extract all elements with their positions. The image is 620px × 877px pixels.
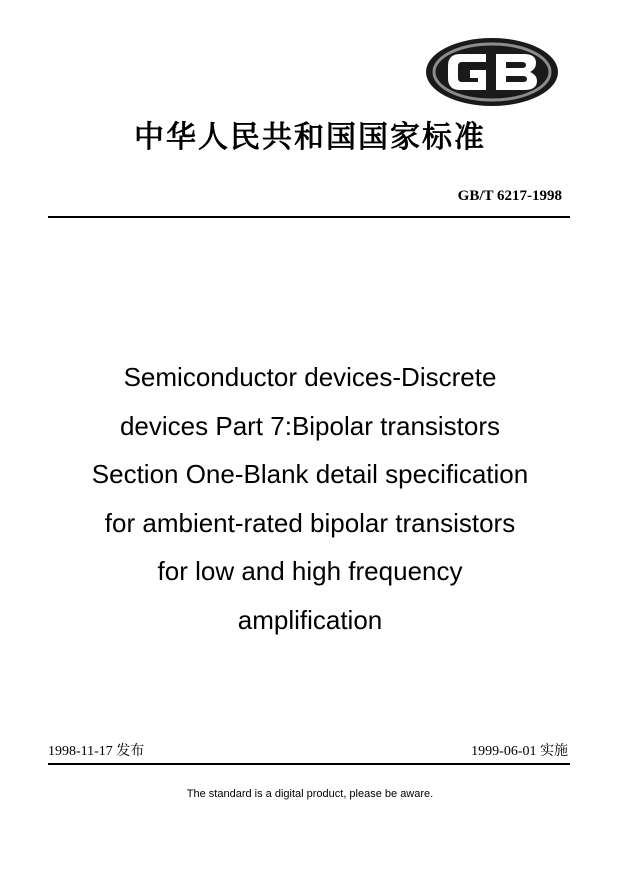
header-divider bbox=[48, 216, 570, 218]
standard-number: GB/T 6217-1998 bbox=[457, 188, 562, 204]
title-line: for ambient-rated bipolar transistors bbox=[104, 507, 516, 538]
title-line: Semiconductor devices-Discrete bbox=[123, 362, 497, 392]
agency-title: 中华人民共和国国家标准 bbox=[134, 120, 486, 155]
footer-divider bbox=[48, 763, 570, 765]
issue-date: 1998-11-17 发布 bbox=[48, 744, 145, 759]
digital-product-note: The standard is a digital product, please be aware. bbox=[186, 788, 434, 800]
title-line: Section One-Blank detail specification bbox=[91, 459, 529, 489]
implementation-date: 1999-06-01 实施 bbox=[471, 744, 568, 759]
gb-logo bbox=[424, 36, 560, 108]
title-line: amplification bbox=[237, 604, 383, 635]
title-line: devices Part 7:Bipolar transistors bbox=[119, 410, 501, 441]
document-title bbox=[20, 353, 600, 644]
title-line: for low and high frequency bbox=[157, 556, 463, 586]
